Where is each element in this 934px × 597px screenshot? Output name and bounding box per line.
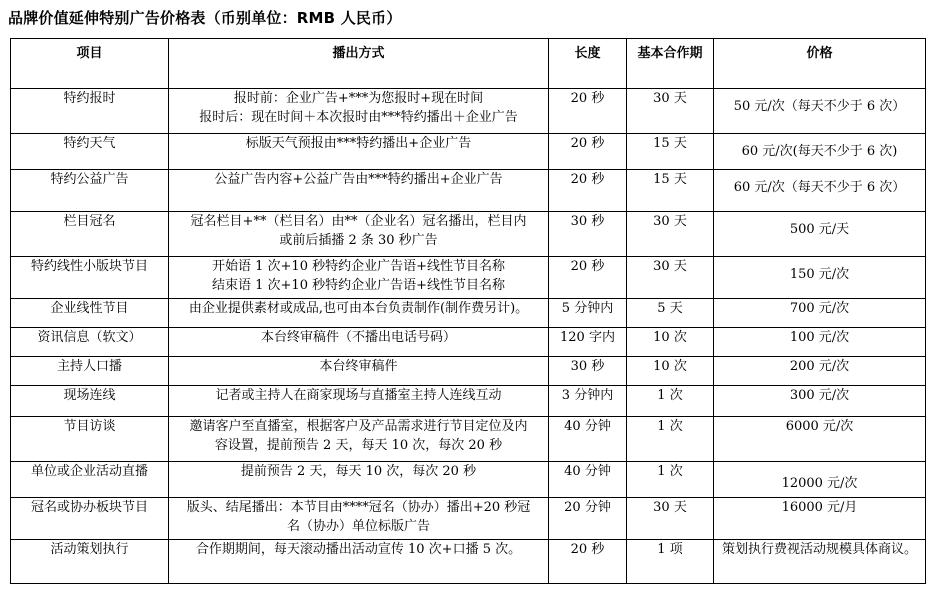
method-line: 容设置，提前预告 2 天，每天 10 次，每次 20 秒: [214, 438, 503, 453]
cell-period: 1 次: [627, 462, 714, 498]
header-period: 基本合作期: [627, 39, 714, 89]
cell-price: 6000 元/次: [714, 417, 926, 462]
cell-length: 40 分钟: [549, 417, 627, 462]
cell-price: 200 元/次: [714, 357, 926, 386]
method-line: 标版天气预报由***特约播出+企业广告: [245, 136, 472, 151]
cell-length: 20 分钟: [549, 498, 627, 540]
cell-method: [169, 540, 549, 584]
cell-length: 3 分钟内: [549, 386, 627, 417]
cell-method: [169, 299, 549, 328]
header-length: 长度: [549, 39, 627, 89]
cell-period: 1 次: [627, 386, 714, 417]
method-line: 提前预告 2 天，每天 10 次，每次 20 秒: [240, 464, 477, 479]
cell-method: [169, 357, 549, 386]
cell-item: 节目访谈: [11, 417, 169, 462]
header-item: 项目: [11, 39, 169, 89]
cell-price: 60 元/次（每天不少于 6 次）: [714, 170, 926, 212]
table-body: [11, 89, 926, 584]
method-line: 报时后：现在时间＋本次报时由***特约播出＋企业广告: [199, 110, 518, 125]
cell-item: 主持人口播: [11, 357, 169, 386]
cell-length: 20 秒: [549, 257, 627, 299]
cell-price: 150 元/次: [714, 257, 926, 299]
cell-price: 700 元/次: [714, 299, 926, 328]
method-line: 或前后插播 2 条 30 秒广告: [279, 233, 438, 248]
cell-period: 30 天: [627, 89, 714, 134]
table-row: [11, 417, 926, 462]
cell-item: 现场连线: [11, 386, 169, 417]
method-line: 合作期期间，每天滚动播出活动宣传 10 次+口播 5 次。: [195, 542, 522, 557]
method-line: 本台终审稿件: [319, 359, 398, 374]
cell-period: 15 天: [627, 134, 714, 170]
page-title: 品牌价值延伸特别广告价格表（币别单位：RMB 人民币）: [8, 9, 402, 27]
method-line: 记者或主持人在商家现场与直播室主持人连线互动: [215, 388, 502, 403]
cell-method: [169, 170, 549, 212]
header-price: 价格: [714, 39, 926, 89]
cell-length: 5 分钟内: [549, 299, 627, 328]
cell-item: 企业线性节目: [11, 299, 169, 328]
cell-price: 100 元/次: [714, 328, 926, 357]
cell-period: 5 天: [627, 299, 714, 328]
method-line: 公益广告内容+公益广告由***特约播出+企业广告: [214, 172, 503, 187]
cell-price: 策划执行费视活动规模具体商议。: [714, 540, 926, 584]
method-line: 冠名栏目+**（栏目名）由**（企业名）冠名播出，栏目内: [190, 214, 527, 229]
table-row: [11, 357, 926, 386]
header-method: 播出方式: [169, 39, 549, 89]
method-line: 结束语 1 次+10 秒特约企业广告语+线性节目名称: [212, 278, 505, 293]
cell-length: 30 秒: [549, 357, 627, 386]
cell-length: 20 秒: [549, 134, 627, 170]
table-header-row: [11, 39, 926, 89]
price-table: [10, 38, 926, 584]
table-row: [11, 462, 926, 498]
cell-price: 16000 元/月: [714, 498, 926, 540]
method-line: 邀请客户至直播室，根据客户及产品需求进行节目定位及内: [189, 419, 528, 434]
cell-length: 40 分钟: [549, 462, 627, 498]
method-line: 由企业提供素材或成品,也可由本台负责制作(制作费另计)。: [188, 301, 529, 316]
cell-length: 120 字内: [549, 328, 627, 357]
method-line: 报时前：企业广告+***为您报时+现在时间: [233, 91, 484, 106]
cell-price: 12000 元/次: [714, 462, 926, 498]
cell-method: [169, 328, 549, 357]
method-line: 版头、结尾播出：本节目由****冠名（协办）播出+20 秒冠: [186, 500, 531, 515]
cell-method: [169, 498, 549, 540]
cell-length: 20 秒: [549, 89, 627, 134]
cell-length: 20 秒: [549, 170, 627, 212]
cell-method: [169, 89, 549, 134]
cell-length: 20 秒: [549, 540, 627, 584]
table-row: [11, 170, 926, 212]
table-row: [11, 498, 926, 540]
cell-price: 50 元/次（每天不少于 6 次）: [714, 89, 926, 134]
cell-period: 10 次: [627, 328, 714, 357]
cell-method: [169, 462, 549, 498]
cell-item: 资讯信息（软文）: [11, 328, 169, 357]
cell-period: 30 天: [627, 212, 714, 257]
cell-item: 特约报时: [11, 89, 169, 134]
table-row: [11, 89, 926, 134]
table-row: [11, 134, 926, 170]
cell-period: 1 次: [627, 417, 714, 462]
cell-item: 特约公益广告: [11, 170, 169, 212]
cell-period: 10 次: [627, 357, 714, 386]
cell-method: [169, 257, 549, 299]
table-row: [11, 257, 926, 299]
table-row: [11, 328, 926, 357]
cell-period: 15 天: [627, 170, 714, 212]
method-line: 名（协办）单位标版广告: [286, 519, 430, 534]
cell-item: 栏目冠名: [11, 212, 169, 257]
method-line: 开始语 1 次+10 秒特约企业广告语+线性节目名称: [212, 259, 505, 274]
cell-item: 单位或企业活动直播: [11, 462, 169, 498]
table-row: [11, 299, 926, 328]
cell-method: [169, 134, 549, 170]
cell-item: 活动策划执行: [11, 540, 169, 584]
cell-item: 特约线性小版块节目: [11, 257, 169, 299]
cell-price: 60 元/次(每天不少于 6 次): [714, 134, 926, 170]
cell-period: 30 天: [627, 498, 714, 540]
table-row: [11, 212, 926, 257]
cell-method: [169, 386, 549, 417]
cell-price: 500 元/天: [714, 212, 926, 257]
cell-item: 冠名或协办板块节目: [11, 498, 169, 540]
cell-period: 1 项: [627, 540, 714, 584]
table-row: [11, 386, 926, 417]
method-line: 本台终审稿件（不播出电话号码）: [260, 330, 456, 345]
cell-price: 300 元/次: [714, 386, 926, 417]
cell-item: 特约天气: [11, 134, 169, 170]
cell-method: [169, 212, 549, 257]
cell-length: 30 秒: [549, 212, 627, 257]
cell-method: [169, 417, 549, 462]
cell-period: 30 天: [627, 257, 714, 299]
table-row: [11, 540, 926, 584]
